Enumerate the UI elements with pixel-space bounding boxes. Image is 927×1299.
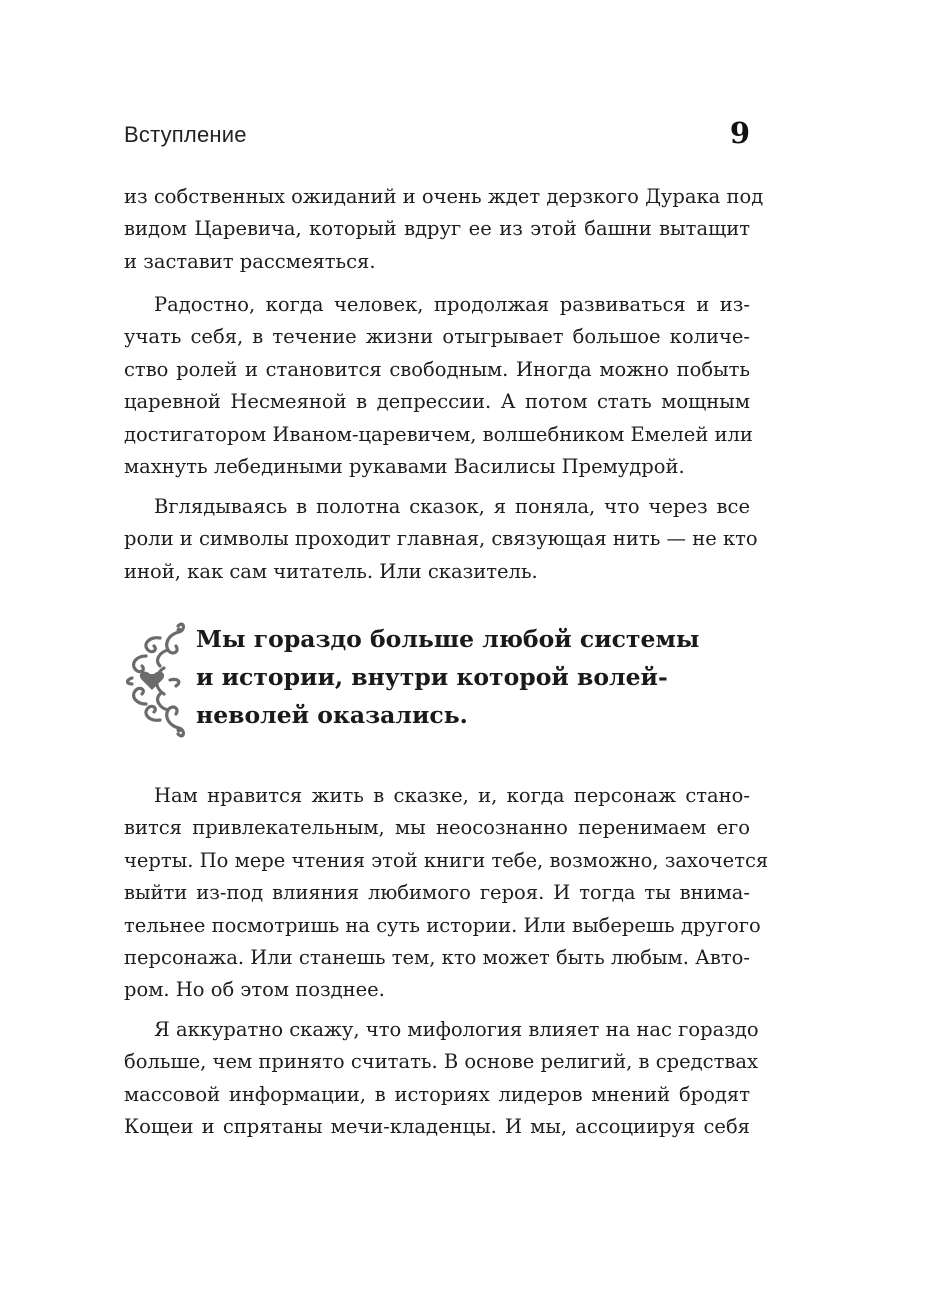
paragraph-line: Я аккуратно скажу, что мифология влияет на нас гораздо xyxy=(154,1018,759,1041)
quote-text xyxy=(196,620,736,734)
paragraph-line: Нам нравится жить в сказке, и, когда персонаж стано- xyxy=(154,784,750,807)
paragraph-line: ром. Но об этом позднее. xyxy=(124,978,385,1002)
paragraph-line: ство ролей и становится свободным. Иногда можно побыть xyxy=(124,357,750,381)
paragraph-line: роли и символы проходит главная, связующая нить — не кто xyxy=(124,527,758,551)
quote-line: и истории, внутри которой волей- xyxy=(196,663,668,691)
paragraph-line: персонажа. Или станешь тем, кто может быть любым. Авто- xyxy=(124,946,750,970)
paragraph-line: больше, чем принято считать. В основе религий, в средствах xyxy=(124,1050,758,1074)
paragraph-line: царевной Несмеяной в депрессии. А потом стать мощным xyxy=(124,390,750,414)
paragraph-line: массовой информации, в историях лидеров мнений бродят xyxy=(124,1082,750,1106)
paragraph-3 xyxy=(124,491,758,588)
paragraph-line: Кощеи и спрятаны мечи-кладенцы. И мы, ассоциируя себя xyxy=(124,1115,750,1139)
paragraph-line: Радостно, когда человек, продолжая развиваться и из- xyxy=(154,293,750,316)
quote-line: неволей оказались. xyxy=(196,701,468,729)
paragraph-1 xyxy=(124,181,764,278)
paragraph-line: и заставит рассмеяться. xyxy=(124,249,376,273)
page-number: 9 xyxy=(729,116,750,150)
paragraph-line: из собственных ожиданий и очень ждет дерзкого Дурака под xyxy=(124,185,764,208)
section-title: Вступление xyxy=(124,122,247,147)
paragraph-line: махнуть лебедиными рукавами Василисы Премудрой. xyxy=(124,455,685,479)
paragraph-line: черты. По мере чтения этой книги тебе, возможно, захочется xyxy=(124,848,769,872)
paragraph-line: иной, как сам читатель. Или сказитель. xyxy=(124,559,538,583)
paragraph-2 xyxy=(124,289,753,483)
quote-line: Мы гораздо больше любой системы xyxy=(196,625,700,653)
flourish-ornament-icon xyxy=(124,616,186,746)
running-header xyxy=(124,118,750,154)
paragraph-line: учать себя, в течение жизни отыгрывает большое количе- xyxy=(124,325,750,349)
paragraph-line: тельнее посмотришь на суть истории. Или выберешь другого xyxy=(124,913,761,937)
paragraph-line: Вглядываясь в полотна сказок, я поняла, что через все xyxy=(154,495,750,518)
paragraph-line: видом Царевича, который вдруг ее из этой башни вытащит xyxy=(124,217,750,241)
pull-quote xyxy=(124,612,750,752)
paragraph-line: выйти из-под влияния любимого героя. И тогда ты внима- xyxy=(124,881,750,905)
paragraph-line: достигатором Иваном-царевичем, волшебником Емелей или xyxy=(124,422,753,446)
paragraph-5 xyxy=(124,1014,759,1144)
paragraph-line: вится привлекательным, мы неосознанно перенимаем его xyxy=(124,816,750,840)
paragraph-4 xyxy=(124,780,769,1007)
